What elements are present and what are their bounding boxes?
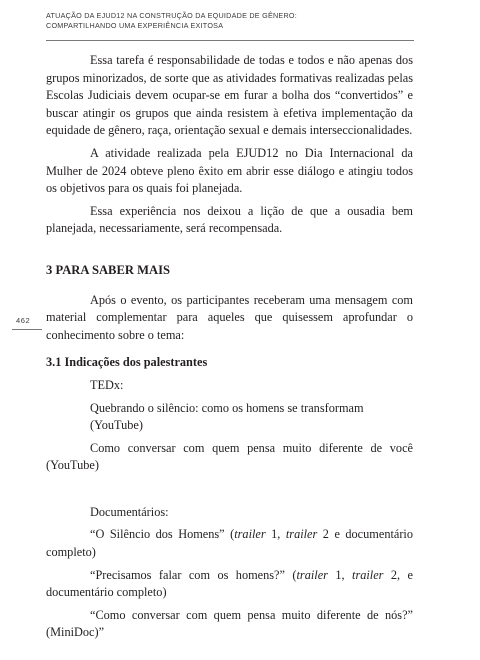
- tedx-item-how-to-talk: Como conversar com quem pensa muito diferente de você (YouTube): [46, 440, 413, 473]
- documentary-item-minidoc: “Como conversar com quem pensa muito diferente de nós?” (MiniDoc)”: [46, 607, 413, 640]
- paragraph-responsibility: Essa tarefa é responsabilidade de todas e todos e não apenas dos grupos minorizados, de sorte que as atividades formativas realizadas pelas Escolas Judiciais devem ocupar-se em furar a bolha dos “convertidos” e buscar atingir os grupos que ainda resistem à efetiva implementação da equidade de gênero, raça, orientação sexual e demais interseccionalidades.: [46, 53, 413, 138]
- subsection-heading: 3.1 Indicações dos palestrantes: [46, 355, 208, 370]
- documentary-item-silence: [46, 526, 413, 561]
- documentary-text: 2 e documentário completo): [46, 527, 413, 560]
- trailer-label: trailer: [285, 527, 318, 542]
- documentary-title: “O Silêncio dos Homens”: [90, 527, 225, 542]
- paragraph-activity-result: A atividade realizada pela EJUD12 no Dia Internacional da Mulher de 2024 obteve pleno êxito em abrir esse diálogo e atingiu todos os objetivos para os quais foi planejada.: [46, 145, 413, 196]
- page-number-divider: [12, 329, 42, 330]
- paragraph-lesson: Essa experiência nos deixou a lição de que a ousadia bem planejada, necessariamente, será recompensada.: [46, 203, 413, 236]
- tedx-item-breaking-silence: Quebrando o silêncio: como os homens se transformam (YouTube): [90, 400, 364, 433]
- documentary-item-talk-to-men: [46, 567, 413, 602]
- section-heading: 3 PARA SABER MAIS: [46, 262, 170, 277]
- trailer-label: trailer: [234, 527, 266, 542]
- trailer-label: trailer: [296, 567, 328, 582]
- running-header: [46, 11, 426, 30]
- documentary-text: (: [284, 567, 297, 582]
- documentary-text: 1,: [265, 527, 286, 542]
- documentary-text: 1,: [327, 567, 353, 582]
- page-number: 462: [16, 316, 31, 325]
- documentary-title: “Precisamos falar com os homens?”: [90, 567, 285, 582]
- page-body: [46, 52, 413, 642]
- documentaries-label: Documentários:: [90, 504, 169, 519]
- paragraph-after-event: Após o evento, os participantes receberam uma mensagem com material complementar para aqueles que quisessem aprofundar o conhecimento sobre o tema:: [46, 292, 413, 342]
- running-header-line-2: COMPARTILHANDO UMA EXPERIÊNCIA EXITOSA: [46, 20, 224, 30]
- tedx-label: TEDx:: [90, 377, 124, 392]
- documentary-text: 2, e documentário completo): [46, 567, 414, 600]
- documentary-text: (: [224, 527, 235, 542]
- trailer-label: trailer: [352, 567, 384, 582]
- running-header-line-1: ATUAÇÃO DA EJUD12 NA CONSTRUÇÃO DA EQUIDADE DE GÊNERO:: [46, 11, 297, 20]
- header-divider: [46, 40, 414, 41]
